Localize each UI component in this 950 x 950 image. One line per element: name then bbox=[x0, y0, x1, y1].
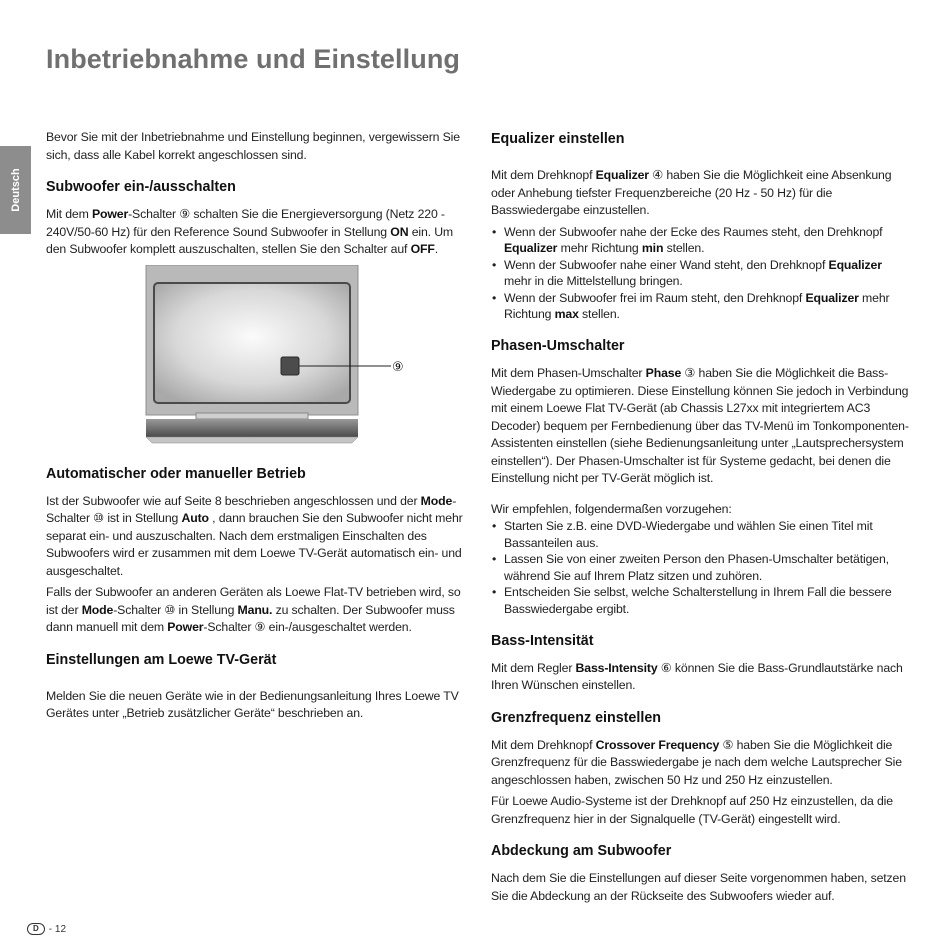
page-footer bbox=[27, 923, 66, 935]
equalizer-list bbox=[491, 224, 909, 324]
cover-heading: Abdeckung am Subwoofer bbox=[491, 843, 672, 860]
phase-recommend: Wir empfehlen, folgendermaßen vorzugehen: bbox=[491, 501, 732, 516]
list-item: • Wenn der Subwoofer nahe der Ecke des Raumes steht, den Drehknopf Equalizer mehr Richtung min stellen. bbox=[491, 224, 909, 257]
list-item: • Wenn der Subwoofer frei im Raum steht, den Drehknopf Equalizer mehr Richtung max stellen. bbox=[491, 290, 909, 323]
auto-text: Ist der Subwoofer wie auf Seite 8 beschrieben angeschlossen und der Mode-Schalter ⑩ ist in Stellung Auto , dann brauchen Sie den Subwoofer nicht mehr separat ein- und auszuschalten. Nach dem erstmaligen Einschalten des Subwoofers wird er zusammen mit dem Loewe TV-Gerät automatisch ein- und ausgeschaltet. bbox=[46, 493, 463, 578]
crossover-note: Für Loewe Audio-Systeme ist der Drehknopf auf 250 Hz einzustellen, da die Grenzfrequenz hier in der Signalquelle (TV-Gerät) eingestellt wird. bbox=[491, 794, 893, 826]
left-column bbox=[46, 129, 464, 727]
phase-heading: Phasen-Umschalter bbox=[491, 338, 625, 355]
list-item: • Lassen Sie von einer zweiten Person den Phasen-Umschalter betätigen, während Sie auf Ihrem Platz sitzen und zuhören. bbox=[491, 551, 909, 584]
phase-text: Mit dem Phasen-Umschalter Phase ③ haben Sie die Möglichkeit die Bass-Wiedergabe zu optimieren. Diese Einstellung können Sie jedoch in Verbindung mit einem Loewe Flat TV-Gerät (ab Chassis L27xx mit integriertem AC3 Decoder) bequem per Fernbedienung über das TV-Menü im Tonkomponenten-Assistenten einstellen (siehe Bedienungsanleitung unter „Lautsprechersystem einstellen“). Der Phasen-Umschalter ist für Systeme gedacht, bei denen die Einstellung nicht per TV-Gerät möglich ist. bbox=[491, 366, 909, 486]
language-tab-label: Deutsch bbox=[9, 168, 22, 212]
page-title: Inbetriebnahme und Einstellung bbox=[46, 44, 461, 74]
crossover-heading: Grenzfrequenz einstellen bbox=[491, 709, 662, 726]
bass-heading: Bass-Intensität bbox=[491, 632, 594, 649]
crossover-text: Mit dem Drehknopf Crossover Frequency ⑤ haben Sie die Möglichkeit die Grenzfrequenz für die Basswiedergabe je nach dem welche Lautsprecher Sie angeschlossen haben, zwischen 50 Hz und 250 Hz einzustellen. bbox=[491, 737, 902, 787]
equalizer-heading: Equalizer einstellen bbox=[491, 131, 625, 147]
language-tab bbox=[0, 146, 31, 234]
equalizer-text: Mit dem Drehknopf Equalizer ④ haben Sie die Möglichkeit eine Absenkung oder Anhebung tiefster Frequenzbereiche (20 Hz - 50 Hz) für die Basswiedergabe einzustellen. bbox=[491, 168, 892, 217]
auto-manual-heading: Automatischer oder manueller Betrieb bbox=[46, 465, 306, 482]
power-switch-icon bbox=[281, 357, 299, 375]
list-item: • Starten Sie z.B. eine DVD-Wiedergabe und wählen Sie einen Titel mit Bassanteilen aus. bbox=[491, 518, 909, 551]
right-column bbox=[491, 129, 909, 909]
subwoofer-text: Mit dem Power-Schalter ⑨ schalten Sie die Energieversorgung (Netz 220 - 240V/50-60 Hz) für den Reference Sound Subwoofer in Stellung ON ein. Um den Subwoofer komplett auszuschalten, stellen Sie den Schalter auf OFF. bbox=[46, 207, 454, 256]
subwoofer-illustration bbox=[46, 265, 466, 451]
phase-list bbox=[491, 518, 909, 618]
tv-settings-heading: Einstellungen am Loewe TV-Gerät bbox=[46, 651, 277, 668]
subwoofer-heading: Subwoofer ein-/ausschalten bbox=[46, 179, 236, 195]
language-badge: D bbox=[27, 923, 45, 935]
list-item: • Wenn der Subwoofer nahe einer Wand steht, den Drehknopf Equalizer mehr in die Mittelstellung bringen. bbox=[491, 257, 909, 290]
manual-text: Falls der Subwoofer an anderen Geräten als Loewe Flat-TV betrieben wird, so ist der Mode-Schalter ⑩ in Stellung Manu. zu schalten. Der Subwoofer muss dann manuell mit dem Power-Schalter ⑨ ein-/ausgeschaltet werden. bbox=[46, 585, 461, 634]
tv-settings-text: Melden Sie die neuen Geräte wie in der Bedienungsanleitung Ihres Loewe TV Gerätes unter „Betrieb zusätzlicher Geräte“ beschrieben an. bbox=[46, 688, 459, 720]
bass-text: Mit dem Regler Bass-Intensity ⑥ können Sie die Bass-Grundlautstärke nach Ihren Wünschen einstellen. bbox=[491, 660, 903, 693]
list-item: • Entscheiden Sie selbst, welche Schalterstellung in Ihrem Fall die bessere Basswiedergabe ergibt. bbox=[491, 584, 909, 617]
callout-marker: ⑨ bbox=[392, 358, 404, 374]
intro-text: Bevor Sie mit der Inbetriebnahme und Einstellung beginnen, vergewissern Sie sich, dass alle Kabel korrekt angeschlossen sind. bbox=[46, 130, 460, 162]
cover-text: Nach dem Sie die Einstellungen auf dieser Seite vorgenommen haben, setzen Sie die Abdeckung an der Rückseite des Subwoofers wieder auf. bbox=[491, 871, 906, 903]
page-number: - 12 bbox=[48, 923, 67, 935]
subwoofer-rear-drawing bbox=[46, 265, 466, 451]
